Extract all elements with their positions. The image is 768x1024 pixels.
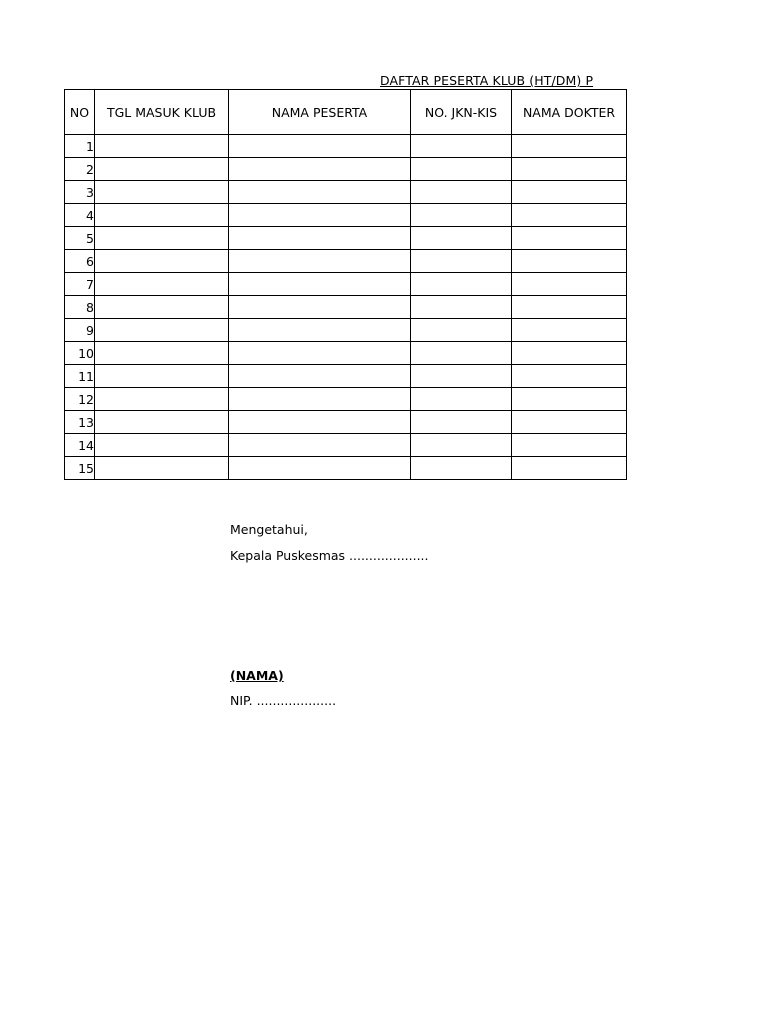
table-row [65,388,627,411]
tgl-masuk-klub-cell [95,158,229,181]
no-jkn-kis-cell [411,227,512,250]
nama-peserta-cell [229,411,411,434]
nama-dokter-cell [512,158,627,181]
row-number: 10 [65,342,95,365]
nama-peserta-cell [229,250,411,273]
no-jkn-kis-cell [411,342,512,365]
title-clip [380,70,626,88]
table-row [65,457,627,480]
table-row [65,273,627,296]
header-nama-dokter: NAMA DOKTER [512,90,627,135]
table-row [65,365,627,388]
header-no-jkn-kis: NO. JKN-KIS [411,90,512,135]
nama-peserta-cell [229,296,411,319]
table-row [65,411,627,434]
acknowledged-label: Mengetahui, [230,522,308,537]
no-jkn-kis-cell [411,411,512,434]
table-row [65,250,627,273]
tgl-masuk-klub-cell [95,250,229,273]
row-number: 13 [65,411,95,434]
no-jkn-kis-cell [411,250,512,273]
table-row [65,135,627,158]
row-number: 14 [65,434,95,457]
nama-dokter-cell [512,342,627,365]
nama-dokter-cell [512,411,627,434]
row-number: 9 [65,319,95,342]
row-number: 12 [65,388,95,411]
nama-dokter-cell [512,204,627,227]
table-body [65,135,627,480]
row-number: 6 [65,250,95,273]
nama-dokter-cell [512,227,627,250]
no-jkn-kis-cell [411,296,512,319]
tgl-masuk-klub-cell [95,227,229,250]
table-row [65,342,627,365]
nama-peserta-cell [229,319,411,342]
nama-dokter-cell [512,135,627,158]
row-number: 4 [65,204,95,227]
nama-dokter-cell [512,434,627,457]
table-row [65,158,627,181]
header-no: NO [65,90,95,135]
table-row [65,319,627,342]
no-jkn-kis-cell [411,457,512,480]
row-number: 15 [65,457,95,480]
nama-dokter-cell [512,296,627,319]
table-row [65,181,627,204]
header-nama-peserta: NAMA PESERTA [229,90,411,135]
nama-dokter-cell [512,388,627,411]
row-number: 3 [65,181,95,204]
tgl-masuk-klub-cell [95,181,229,204]
row-number: 2 [65,158,95,181]
nip-label: NIP. .................... [230,693,337,708]
row-number: 11 [65,365,95,388]
no-jkn-kis-cell [411,365,512,388]
table-row [65,434,627,457]
nama-peserta-cell [229,273,411,296]
nama-peserta-cell [229,342,411,365]
signatory-name: (NAMA) [230,668,284,683]
nama-peserta-cell [229,365,411,388]
nama-dokter-cell [512,250,627,273]
tgl-masuk-klub-cell [95,273,229,296]
nama-peserta-cell [229,434,411,457]
document-title: DAFTAR PESERTA KLUB (HT/DM) P [380,73,594,88]
no-jkn-kis-cell [411,388,512,411]
nama-peserta-cell [229,227,411,250]
row-number: 1 [65,135,95,158]
header-tgl-masuk-klub: TGL MASUK KLUB [95,90,229,135]
no-jkn-kis-cell [411,319,512,342]
tgl-masuk-klub-cell [95,388,229,411]
nama-peserta-cell [229,204,411,227]
no-jkn-kis-cell [411,158,512,181]
table-row [65,296,627,319]
nama-dokter-cell [512,273,627,296]
row-number: 5 [65,227,95,250]
table-header-row [65,90,627,135]
nama-dokter-cell [512,181,627,204]
tgl-masuk-klub-cell [95,342,229,365]
nama-peserta-cell [229,388,411,411]
tgl-masuk-klub-cell [95,135,229,158]
nama-peserta-cell [229,181,411,204]
tgl-masuk-klub-cell [95,457,229,480]
table-row [65,204,627,227]
no-jkn-kis-cell [411,273,512,296]
nama-dokter-cell [512,457,627,480]
tgl-masuk-klub-cell [95,204,229,227]
nama-dokter-cell [512,365,627,388]
tgl-masuk-klub-cell [95,296,229,319]
table-row [65,227,627,250]
no-jkn-kis-cell [411,181,512,204]
row-number: 8 [65,296,95,319]
nama-peserta-cell [229,158,411,181]
tgl-masuk-klub-cell [95,411,229,434]
participant-table [64,89,627,480]
tgl-masuk-klub-cell [95,319,229,342]
no-jkn-kis-cell [411,204,512,227]
nama-peserta-cell [229,135,411,158]
no-jkn-kis-cell [411,434,512,457]
nama-peserta-cell [229,457,411,480]
no-jkn-kis-cell [411,135,512,158]
nama-dokter-cell [512,319,627,342]
tgl-masuk-klub-cell [95,365,229,388]
tgl-masuk-klub-cell [95,434,229,457]
position-label: Kepala Puskesmas .................... [230,548,429,563]
row-number: 7 [65,273,95,296]
